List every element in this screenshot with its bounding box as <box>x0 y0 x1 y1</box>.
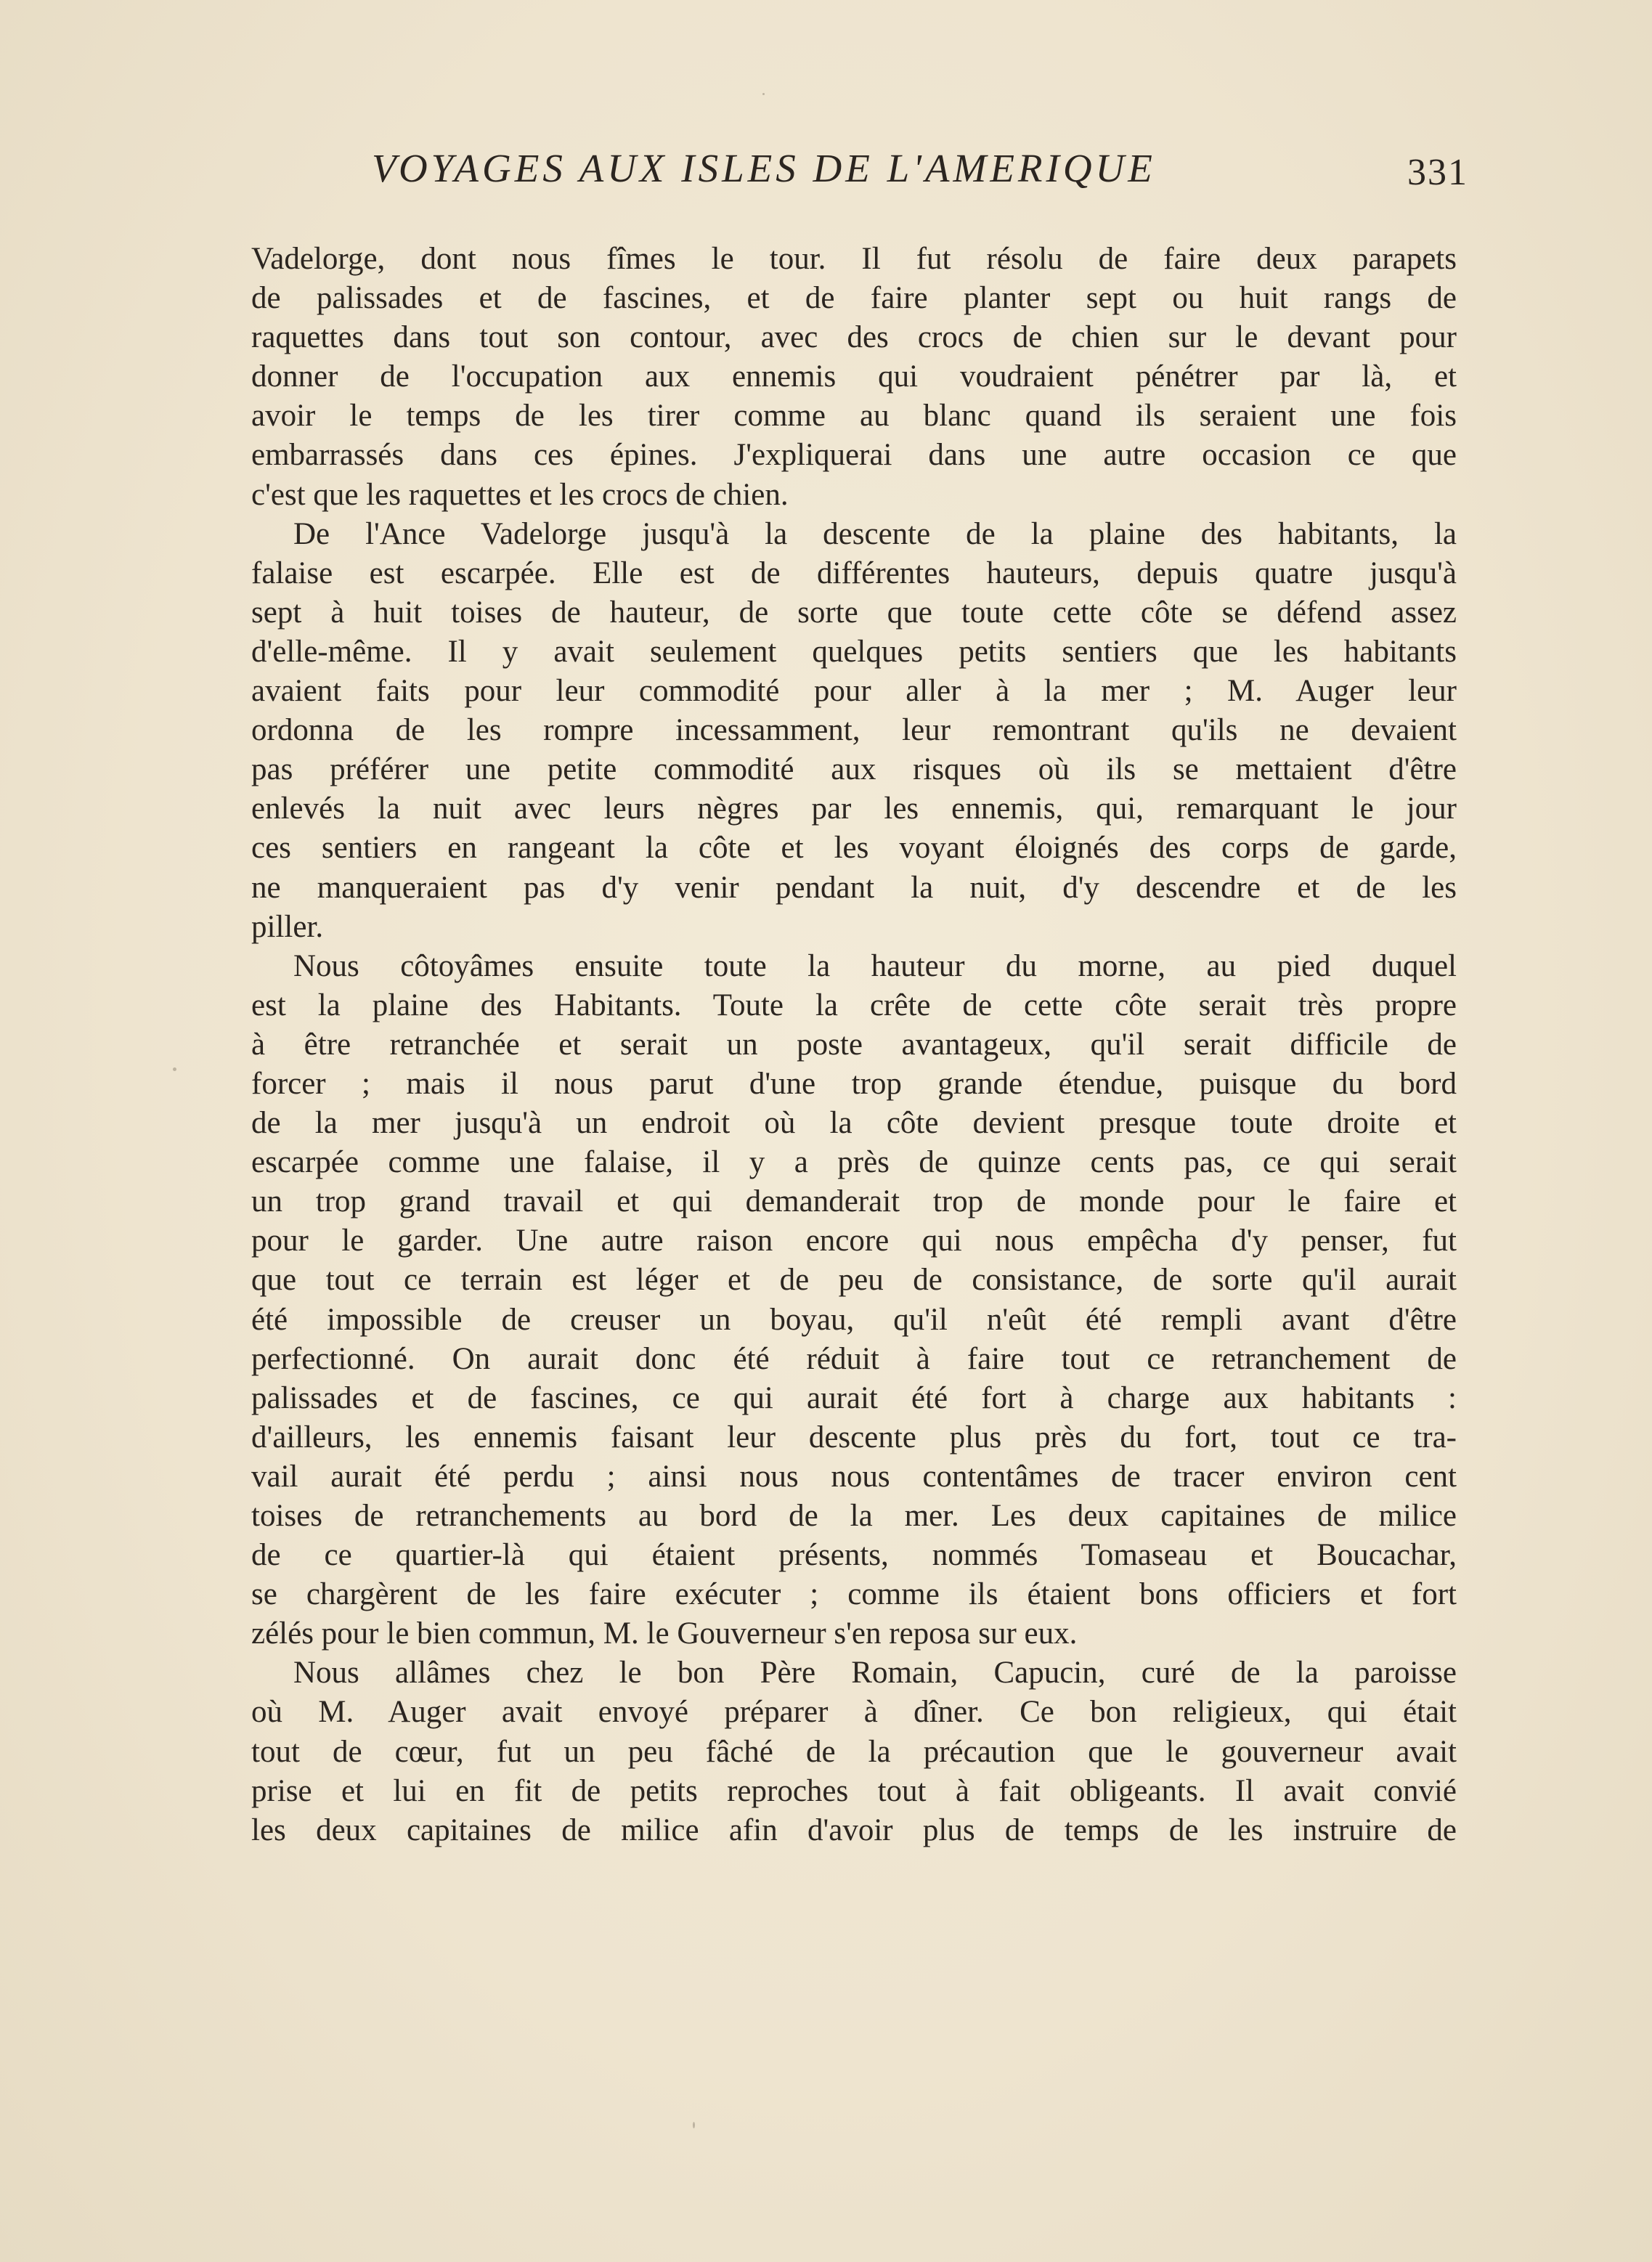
text-line: Nous côtoyâmes ensuite toute la hauteur du morne, au pied duquel <box>293 948 1457 983</box>
text-line: d'elle-même. Il y avait seulement quelques petits sentiers que les habitants <box>251 634 1457 669</box>
paper-speck <box>762 93 765 95</box>
text-line: donner de l'occupation aux ennemis qui voudraient pénétrer par là, et <box>251 359 1457 394</box>
running-title: VOYAGES AUX ISLES DE L'AMERIQUE <box>372 146 1156 190</box>
text-line: raquettes dans tout son contour, avec des crocs de chien sur le devant pour <box>251 320 1457 355</box>
text-line: prise et lui en fit de petits reproches tout à fait obligeants. Il avait convié <box>251 1773 1457 1808</box>
text-line: palissades et de fascines, ce qui aurait été fort à charge aux habitants : <box>251 1380 1457 1415</box>
text-line: avoir le temps de les tirer comme au blanc quand ils seraient une fois <box>251 399 1457 434</box>
text-line: de palissades et de fascines, et de faire planter sept ou huit rangs de <box>251 281 1457 316</box>
text-line: escarpée comme une falaise, il y a près de quinze cents pas, ce qui serait <box>251 1145 1457 1180</box>
text-line: Nous allâmes chez le bon Père Romain, Capucin, curé de la paroisse <box>293 1656 1457 1691</box>
paper-speck <box>173 1067 176 1071</box>
text-line: zélés pour le bien commun, M. le Gouverneur s'en reposa sur eux. <box>251 1616 1078 1651</box>
text-line: tout de cœur, fut un peu fâché de la précaution que le gouverneur avait <box>251 1734 1457 1769</box>
text-line: sept à huit toises de hauteur, de sorte que toute cette côte se défend assez <box>251 595 1457 630</box>
text-line: que tout ce terrain est léger et de peu de consistance, de sorte qu'il aurait <box>251 1263 1457 1298</box>
text-line: c'est que les raquettes et les crocs de chien. <box>251 477 789 512</box>
text-line: de ce quartier-là qui étaient présents, nommés Tomaseau et Boucachar, <box>251 1538 1457 1573</box>
text-line: de la mer jusqu'à un endroit où la côte devient presque toute droite et <box>251 1106 1457 1141</box>
text-line: forcer ; mais il nous parut d'une trop grande étendue, puisque du bord <box>251 1066 1457 1101</box>
body-text <box>251 240 1457 1903</box>
text-line: été impossible de creuser un boyau, qu'il n'eût été rempli avant d'être <box>251 1302 1457 1337</box>
text-line: toises de retranchements au bord de la mer. Les deux capitaines de milice <box>251 1499 1457 1533</box>
paper-speck <box>693 2122 695 2128</box>
text-line: De l'Ance Vadelorge jusqu'à la descente de la plaine des habitants, la <box>293 516 1457 551</box>
text-line: ordonna de les rompre incessamment, leur remontrant qu'ils ne devaient <box>251 713 1457 748</box>
text-line: embarrassés dans ces épines. J'expliquerai dans une autre occasion ce que <box>251 438 1457 473</box>
text-line: ne manqueraient pas d'y venir pendant la nuit, d'y descendre et de les <box>251 870 1457 905</box>
text-line: avaient faits pour leur commodité pour aller à la mer ; M. Auger leur <box>251 674 1457 709</box>
text-line: d'ailleurs, les ennemis faisant leur descente plus près du fort, tout ce tra- <box>251 1420 1457 1455</box>
text-line: les deux capitaines de milice afin d'avoir plus de temps de les instruire de <box>251 1813 1457 1847</box>
text-line: piller. <box>251 909 324 944</box>
text-line: enlevés la nuit avec leurs nègres par les ennemis, qui, remarquant le jour <box>251 792 1457 826</box>
text-line: pour le garder. Une autre raison encore qui nous empêcha d'y penser, fut <box>251 1224 1457 1258</box>
text-line: vail aurait été perdu ; ainsi nous nous contentâmes de tracer environ cent <box>251 1459 1457 1494</box>
text-line: à être retranchée et serait un poste avantageux, qu'il serait difficile de <box>251 1027 1457 1062</box>
text-line: Vadelorge, dont nous fîmes le tour. Il fut résolu de faire deux parapets <box>251 242 1457 276</box>
text-line: falaise est escarpée. Elle est de différentes hauteurs, depuis quatre jusqu'à <box>251 556 1457 590</box>
text-line: ces sentiers en rangeant la côte et les voyant éloignés des corps de garde, <box>251 831 1457 866</box>
text-line: où M. Auger avait envoyé préparer à dîner. Ce bon religieux, qui était <box>251 1695 1457 1730</box>
text-line: est la plaine des Habitants. Toute la crête de cette côte serait très propre <box>251 988 1457 1022</box>
text-line: pas préférer une petite commodité aux risques où ils se mettaient d'être <box>251 752 1457 787</box>
page-number: 331 <box>1407 152 1468 193</box>
text-line: se chargèrent de les faire exécuter ; comme ils étaient bons officiers et fort <box>251 1577 1457 1612</box>
text-line: un trop grand travail et qui demanderait trop de monde pour le faire et <box>251 1184 1457 1219</box>
text-line: perfectionné. On aurait donc été réduit à faire tout ce retranchement de <box>251 1341 1457 1376</box>
